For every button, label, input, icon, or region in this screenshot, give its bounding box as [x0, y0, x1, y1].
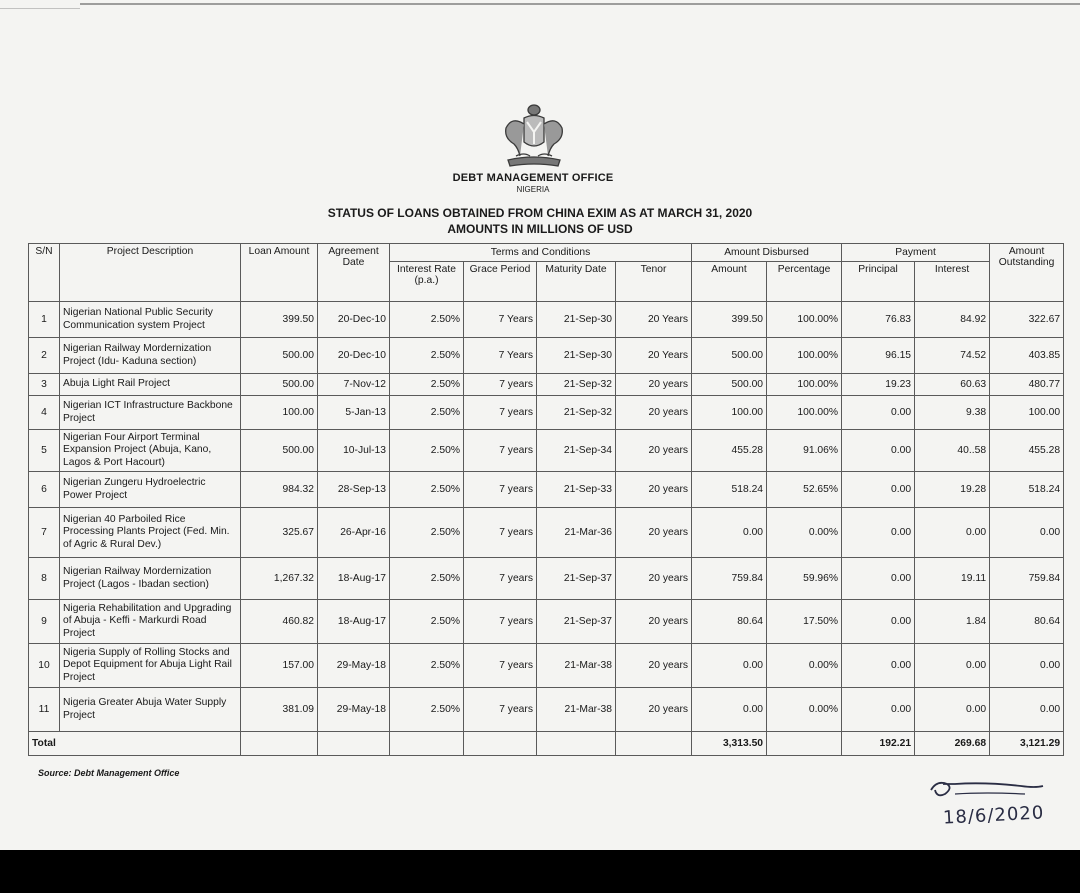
cell-tenor: 20 years — [616, 688, 692, 732]
cell-grace-period: 7 years — [464, 644, 537, 688]
cell-outstanding: 100.00 — [990, 396, 1064, 430]
cell-percentage: 100.00% — [767, 302, 842, 338]
cell-interest: 0.00 — [915, 644, 990, 688]
cell-disbursed-amount: 500.00 — [692, 374, 767, 396]
header-percentage: Percentage — [767, 262, 842, 302]
table-row — [29, 338, 1064, 374]
cell-sn: 2 — [29, 338, 60, 374]
cell-maturity-date: 21-Sep-32 — [537, 396, 616, 430]
cell-maturity-date: 21-Sep-37 — [537, 558, 616, 600]
cell-principal: 96.15 — [842, 338, 915, 374]
cell-grace-period: 7 years — [464, 430, 537, 472]
cell-interest-rate: 2.50% — [390, 600, 464, 644]
cell-grace-period: 7 years — [464, 374, 537, 396]
cell-grace-period: 7 years — [464, 600, 537, 644]
cell-tenor: 20 years — [616, 644, 692, 688]
cell-agreement-date: 18-Aug-17 — [318, 600, 390, 644]
cell-loan-amount: 500.00 — [241, 374, 318, 396]
organization-block — [433, 172, 633, 194]
header-terms: Terms and Conditions — [390, 244, 692, 262]
cell-loan-amount: 460.82 — [241, 600, 318, 644]
cell-loan-amount: 381.09 — [241, 688, 318, 732]
cell-interest: 60.63 — [915, 374, 990, 396]
cell-interest-rate: 2.50% — [390, 508, 464, 558]
total-empty-cell — [767, 732, 842, 756]
header-loan-amount: Loan Amount — [241, 244, 318, 302]
cell-interest-rate: 2.50% — [390, 558, 464, 600]
cell-percentage: 52.65% — [767, 472, 842, 508]
cell-project: Nigerian Railway Mordernization Project (Idu- Kaduna section) — [60, 338, 241, 374]
cell-percentage: 91.06% — [767, 430, 842, 472]
cell-project: Nigerian National Public Security Communication system Project — [60, 302, 241, 338]
cell-outstanding: 455.28 — [990, 430, 1064, 472]
cell-percentage: 100.00% — [767, 396, 842, 430]
total-empty-cell — [464, 732, 537, 756]
cell-agreement-date: 7-Nov-12 — [318, 374, 390, 396]
cell-interest-rate: 2.50% — [390, 644, 464, 688]
table-row — [29, 374, 1064, 396]
total-outstanding: 3,121.29 — [990, 732, 1064, 756]
cell-maturity-date: 21-Sep-37 — [537, 600, 616, 644]
cell-interest: 1.84 — [915, 600, 990, 644]
cell-project: Nigerian 40 Parboiled Rice Processing Plants Project (Fed. Min. of Agric & Rural Dev.) — [60, 508, 241, 558]
cell-disbursed-amount: 759.84 — [692, 558, 767, 600]
scan-edge-line — [80, 3, 1080, 5]
total-empty-cell — [390, 732, 464, 756]
table-total-row — [29, 732, 1064, 756]
cell-agreement-date: 29-May-18 — [318, 688, 390, 732]
header-payment: Payment — [842, 244, 990, 262]
table-row — [29, 472, 1064, 508]
total-empty-cell — [616, 732, 692, 756]
cell-grace-period: 7 years — [464, 472, 537, 508]
cell-agreement-date: 29-May-18 — [318, 644, 390, 688]
cell-interest: 74.52 — [915, 338, 990, 374]
cell-percentage: 100.00% — [767, 374, 842, 396]
loans-table-wrapper — [28, 243, 1063, 756]
cell-maturity-date: 21-Sep-30 — [537, 338, 616, 374]
cell-agreement-date: 5-Jan-13 — [318, 396, 390, 430]
cell-tenor: 20 years — [616, 374, 692, 396]
cell-interest: 19.28 — [915, 472, 990, 508]
cell-agreement-date: 26-Apr-16 — [318, 508, 390, 558]
cell-maturity-date: 21-Sep-32 — [537, 374, 616, 396]
cell-maturity-date: 21-Mar-36 — [537, 508, 616, 558]
organization-name: DEBT MANAGEMENT OFFICE — [452, 172, 614, 184]
cell-interest: 19.11 — [915, 558, 990, 600]
cell-maturity-date: 21-Mar-38 — [537, 644, 616, 688]
cell-disbursed-amount: 399.50 — [692, 302, 767, 338]
header-sn: S/N — [29, 244, 60, 302]
cell-grace-period: 7 years — [464, 558, 537, 600]
total-interest: 269.68 — [915, 732, 990, 756]
cell-interest: 0.00 — [915, 688, 990, 732]
cell-sn: 8 — [29, 558, 60, 600]
header-agreement-date: Agreement Date — [318, 244, 390, 302]
cell-outstanding: 480.77 — [990, 374, 1064, 396]
cell-sn: 1 — [29, 302, 60, 338]
cell-interest-rate: 2.50% — [390, 338, 464, 374]
organization-country: NIGERIA — [516, 185, 550, 194]
cell-tenor: 20 years — [616, 600, 692, 644]
signature-date: 18/6/2020 — [942, 802, 1045, 829]
cell-percentage: 0.00% — [767, 644, 842, 688]
cell-interest: 40..58 — [915, 430, 990, 472]
cell-percentage: 17.50% — [767, 600, 842, 644]
cell-principal: 0.00 — [842, 600, 915, 644]
document-title: STATUS OF LOANS OBTAINED FROM CHINA EXIM AS AT MARCH 31, 2020 — [327, 206, 753, 220]
cell-interest-rate: 2.50% — [390, 688, 464, 732]
total-label: Total — [29, 732, 241, 756]
table-row — [29, 600, 1064, 644]
cell-disbursed-amount: 80.64 — [692, 600, 767, 644]
total-empty-cell — [318, 732, 390, 756]
cell-principal: 0.00 — [842, 508, 915, 558]
cell-loan-amount: 399.50 — [241, 302, 318, 338]
header-interest: Interest — [915, 262, 990, 302]
cell-maturity-date: 21-Mar-38 — [537, 688, 616, 732]
cell-grace-period: 7 years — [464, 688, 537, 732]
document-subtitle: AMOUNTS IN MILLIONS OF USD — [447, 222, 633, 236]
cell-percentage: 100.00% — [767, 338, 842, 374]
cell-project: Abuja Light Rail Project — [60, 374, 241, 396]
total-disbursed: 3,313.50 — [692, 732, 767, 756]
cell-grace-period: 7 Years — [464, 338, 537, 374]
cell-principal: 0.00 — [842, 430, 915, 472]
cell-outstanding: 0.00 — [990, 644, 1064, 688]
header-amount: Amount — [692, 262, 767, 302]
cell-disbursed-amount: 518.24 — [692, 472, 767, 508]
cell-sn: 3 — [29, 374, 60, 396]
header-amount-disbursed: Amount Disbursed — [692, 244, 842, 262]
cell-outstanding: 759.84 — [990, 558, 1064, 600]
cell-interest-rate: 2.50% — [390, 374, 464, 396]
cell-project: Nigeria Greater Abuja Water Supply Project — [60, 688, 241, 732]
cell-principal: 76.83 — [842, 302, 915, 338]
cell-disbursed-amount: 500.00 — [692, 338, 767, 374]
cell-tenor: 20 Years — [616, 302, 692, 338]
cell-principal: 19.23 — [842, 374, 915, 396]
cell-tenor: 20 years — [616, 472, 692, 508]
cell-project: Nigerian ICT Infrastructure Backbone Project — [60, 396, 241, 430]
cell-interest-rate: 2.50% — [390, 430, 464, 472]
cell-percentage: 0.00% — [767, 688, 842, 732]
cell-grace-period: 7 Years — [464, 302, 537, 338]
cell-principal: 0.00 — [842, 558, 915, 600]
cell-project: Nigeria Rehabilitation and Upgrading of Abuja - Keffi - Markurdi Road Project — [60, 600, 241, 644]
document-title-block — [290, 205, 790, 237]
cell-outstanding: 518.24 — [990, 472, 1064, 508]
cell-principal: 0.00 — [842, 688, 915, 732]
cell-loan-amount: 984.32 — [241, 472, 318, 508]
cell-disbursed-amount: 0.00 — [692, 508, 767, 558]
cell-sn: 6 — [29, 472, 60, 508]
cell-loan-amount: 100.00 — [241, 396, 318, 430]
cell-agreement-date: 20-Dec-10 — [318, 338, 390, 374]
cell-principal: 0.00 — [842, 644, 915, 688]
cell-tenor: 20 Years — [616, 338, 692, 374]
cell-outstanding: 322.67 — [990, 302, 1064, 338]
cell-disbursed-amount: 100.00 — [692, 396, 767, 430]
cell-agreement-date: 20-Dec-10 — [318, 302, 390, 338]
cell-agreement-date: 10-Jul-13 — [318, 430, 390, 472]
cell-outstanding: 403.85 — [990, 338, 1064, 374]
nigeria-coat-of-arms-icon — [494, 98, 574, 170]
table-row — [29, 688, 1064, 732]
table-row — [29, 558, 1064, 600]
cell-principal: 0.00 — [842, 396, 915, 430]
cell-interest-rate: 2.50% — [390, 396, 464, 430]
cell-project: Nigerian Railway Mordernization Project (Lagos - Ibadan section) — [60, 558, 241, 600]
cell-disbursed-amount: 0.00 — [692, 688, 767, 732]
cell-outstanding: 80.64 — [990, 600, 1064, 644]
cell-tenor: 20 years — [616, 558, 692, 600]
cell-interest-rate: 2.50% — [390, 302, 464, 338]
loans-table — [28, 243, 1064, 756]
cell-percentage: 59.96% — [767, 558, 842, 600]
header-grace-period: Grace Period — [464, 262, 537, 302]
cell-grace-period: 7 years — [464, 508, 537, 558]
cell-disbursed-amount: 455.28 — [692, 430, 767, 472]
cell-sn: 4 — [29, 396, 60, 430]
source-note: Source: Debt Management Office — [38, 768, 180, 778]
cell-loan-amount: 500.00 — [241, 430, 318, 472]
header-principal: Principal — [842, 262, 915, 302]
header-interest-rate: Interest Rate (p.a.) — [390, 262, 464, 302]
table-row — [29, 430, 1064, 472]
cell-outstanding: 0.00 — [990, 688, 1064, 732]
table-row — [29, 644, 1064, 688]
total-empty-cell — [241, 732, 318, 756]
table-row — [29, 396, 1064, 430]
cell-interest: 9.38 — [915, 396, 990, 430]
header-project: Project Description — [60, 244, 241, 302]
cell-tenor: 20 years — [616, 508, 692, 558]
table-row — [29, 302, 1064, 338]
table-row — [29, 508, 1064, 558]
cell-interest-rate: 2.50% — [390, 472, 464, 508]
cell-maturity-date: 21-Sep-30 — [537, 302, 616, 338]
cell-sn: 9 — [29, 600, 60, 644]
total-empty-cell — [537, 732, 616, 756]
cell-project: Nigerian Zungeru Hydroelectric Power Project — [60, 472, 241, 508]
cell-sn: 10 — [29, 644, 60, 688]
cell-loan-amount: 1,267.32 — [241, 558, 318, 600]
cell-disbursed-amount: 0.00 — [692, 644, 767, 688]
cell-sn: 7 — [29, 508, 60, 558]
cell-principal: 0.00 — [842, 472, 915, 508]
cell-project: Nigeria Supply of Rolling Stocks and Depot Equipment for Abuja Light Rail Project — [60, 644, 241, 688]
total-principal: 192.21 — [842, 732, 915, 756]
cell-interest: 0.00 — [915, 508, 990, 558]
cell-sn: 11 — [29, 688, 60, 732]
header-outstanding: Amount Outstanding — [990, 244, 1064, 302]
cell-agreement-date: 28-Sep-13 — [318, 472, 390, 508]
cell-loan-amount: 157.00 — [241, 644, 318, 688]
cell-loan-amount: 500.00 — [241, 338, 318, 374]
cell-percentage: 0.00% — [767, 508, 842, 558]
cell-maturity-date: 21-Sep-33 — [537, 472, 616, 508]
cell-project: Nigerian Four Airport Terminal Expansion Project (Abuja, Kano, Lagos & Port Hacourt) — [60, 430, 241, 472]
scan-edge-line — [0, 8, 80, 9]
cell-interest: 84.92 — [915, 302, 990, 338]
cell-sn: 5 — [29, 430, 60, 472]
cell-maturity-date: 21-Sep-34 — [537, 430, 616, 472]
cell-tenor: 20 years — [616, 430, 692, 472]
cell-grace-period: 7 years — [464, 396, 537, 430]
cell-loan-amount: 325.67 — [241, 508, 318, 558]
cell-tenor: 20 years — [616, 396, 692, 430]
cell-agreement-date: 18-Aug-17 — [318, 558, 390, 600]
header-maturity-date: Maturity Date — [537, 262, 616, 302]
cell-outstanding: 0.00 — [990, 508, 1064, 558]
table-header-row — [29, 244, 1064, 262]
header-tenor: Tenor — [616, 262, 692, 302]
